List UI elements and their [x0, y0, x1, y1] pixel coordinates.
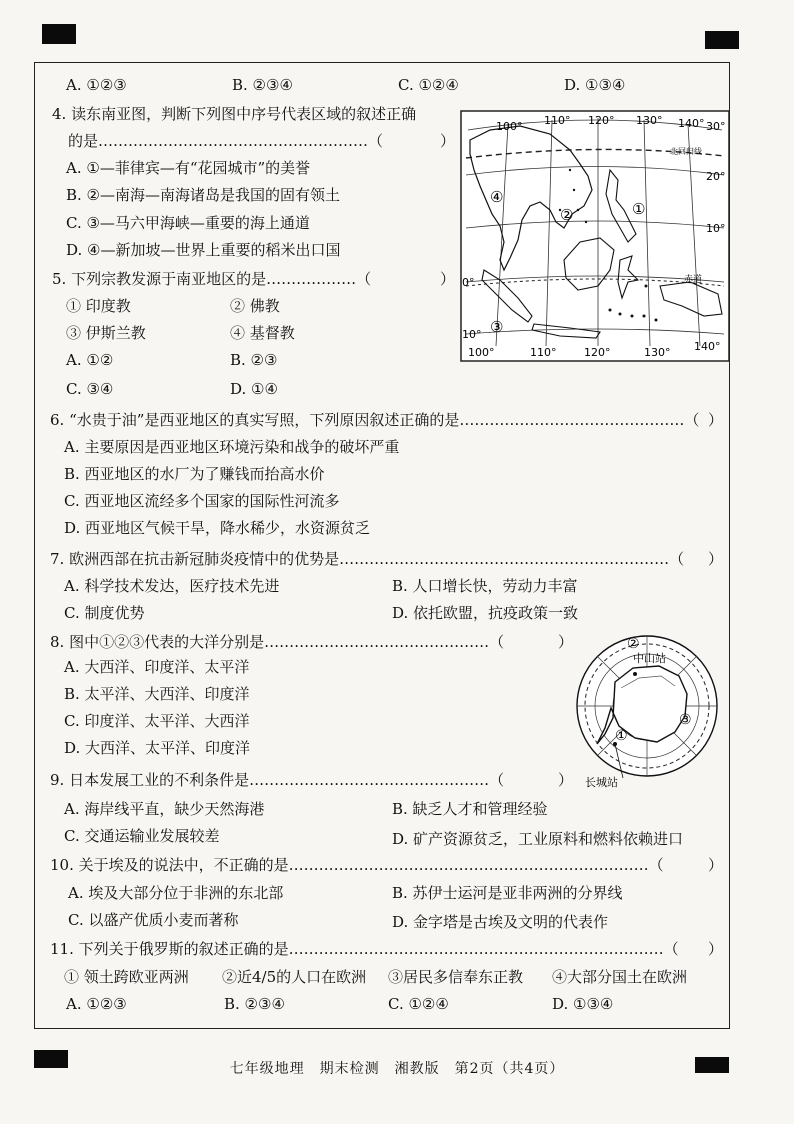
q9-option-b[interactable]: B. 缺乏人才和管理经验	[392, 800, 548, 818]
q11-option-d[interactable]: D. ①③④	[552, 995, 614, 1013]
q10-answer-close: ）	[708, 856, 724, 874]
map1-bottom-lon-4: 130°	[644, 346, 671, 359]
q5-answer-close: ）	[440, 270, 456, 288]
map1-lat-4: 0°	[462, 276, 475, 289]
q11-item-4: ④大部分国土在欧洲	[552, 968, 688, 986]
map1-bottom-lon-1: 100°	[468, 346, 495, 359]
map1-lat-2: 20°	[706, 170, 726, 183]
page-footer: 七年级地理 期末检测 湘教版 第2页（共4页）	[229, 1061, 565, 1077]
q10-option-b[interactable]: B. 苏伊士运河是亚非两洲的分界线	[392, 884, 623, 902]
q11-item-3: ③居民多信奉东正教	[388, 968, 524, 986]
q3-option-d[interactable]: D. ①③④	[564, 76, 626, 94]
q11-answer-close: ）	[708, 940, 724, 958]
q11-option-b[interactable]: B. ②③④	[224, 995, 285, 1013]
q11-option-a[interactable]: A. ①②③	[66, 995, 127, 1013]
corner-mark-top-right	[705, 31, 739, 49]
q10-option-a[interactable]: A. 埃及大部分位于非洲的东北部	[68, 884, 284, 902]
q7-option-b[interactable]: B. 人口增长快，劳动力丰富	[392, 577, 578, 595]
q8-option-c[interactable]: C. 印度洋、太平洋、大西洋	[64, 712, 250, 730]
map1-marker-3: ③	[490, 318, 504, 336]
q9-option-a[interactable]: A. 海岸线平直，缺少天然海港	[64, 800, 265, 818]
map1-top-lon-5: 140°	[678, 117, 705, 130]
q11-item-2: ②近4/5的人口在欧洲	[222, 968, 367, 986]
q4-stem-cont: 的是………………………………………………（	[68, 132, 384, 150]
q8-answer-close: ）	[558, 633, 574, 651]
map1-equator-label: 赤道	[684, 275, 703, 285]
q5-item-3: ③ 伊斯兰教	[66, 324, 146, 342]
q9-option-d[interactable]: D. 矿产资源贫乏，工业原料和燃料依赖进口	[392, 830, 684, 848]
q3-option-c[interactable]: C. ①②④	[398, 76, 459, 94]
map2-marker-3: ③	[679, 712, 692, 728]
southeast-asia-map	[460, 110, 730, 362]
q7-stem: 7. 欧洲西部在抗击新冠肺炎疫情中的优势是…………………………………………………………（	[50, 550, 685, 568]
map1-lat-3: 10°	[706, 222, 726, 235]
q6-option-d[interactable]: D. 西亚地区气候干旱，降水稀少，水资源贫乏	[64, 519, 371, 537]
map1-lat-1: 30°	[706, 120, 726, 133]
q6-option-a[interactable]: A. 主要原因是西亚地区环境污染和战争的破坏严重	[64, 438, 400, 456]
map1-top-lon-2: 110°	[544, 114, 571, 127]
map1-top-lon-4: 130°	[636, 114, 663, 127]
q7-option-d[interactable]: D. 依托欧盟，抗疫政策一致	[392, 604, 579, 622]
map1-top-lon-1: 100°	[496, 120, 523, 133]
map1-top-lon-3: 120°	[588, 114, 615, 127]
map1-bottom-lon-5: 140°	[694, 340, 721, 353]
q5-stem: 5. 下列宗教发源于南亚地区的是………………（	[52, 270, 372, 288]
map2-marker-1: ①	[615, 728, 628, 744]
q6-answer-close: ）	[708, 411, 724, 429]
q10-stem: 10. 关于埃及的说法中，不正确的是………………………………………………………………（	[50, 856, 664, 874]
q9-answer-close: ）	[558, 771, 574, 789]
antarctica-map	[575, 632, 725, 792]
q5-option-d[interactable]: D. ①④	[230, 380, 278, 398]
q4-option-b[interactable]: B. ②—南海—南海诸岛是我国的固有领土	[66, 186, 341, 204]
q8-stem: 8. 图中①②③代表的大洋分别是………………………………………（	[50, 633, 505, 651]
q5-item-4: ④ 基督教	[230, 324, 295, 342]
q11-item-1: ① 领土跨欧亚两洲	[64, 968, 189, 986]
q5-option-c[interactable]: C. ③④	[66, 380, 114, 398]
map1-marker-2: ②	[560, 206, 574, 224]
q8-option-b[interactable]: B. 太平洋、大西洋、印度洋	[64, 685, 250, 703]
q4-option-c[interactable]: C. ③—马六甲海峡—重要的海上通道	[66, 214, 310, 232]
q11-option-c[interactable]: C. ①②④	[388, 995, 449, 1013]
map1-marker-1: ①	[632, 200, 646, 218]
q10-option-d[interactable]: D. 金字塔是古埃及文明的代表作	[392, 913, 609, 931]
q3-option-b[interactable]: B. ②③④	[232, 76, 293, 94]
map1-tropic-label: 北回归线	[670, 147, 702, 156]
q8-option-a[interactable]: A. 大西洋、印度洋、太平洋	[64, 658, 250, 676]
map1-bottom-lon-3: 120°	[584, 346, 611, 359]
q6-option-c[interactable]: C. 西亚地区流经多个国家的国际性河流多	[64, 492, 340, 510]
map2-station-zhongshan: 中山站	[633, 652, 666, 665]
q9-stem: 9. 日本发展工业的不利条件是…………………………………………（	[50, 771, 505, 789]
q9-option-c[interactable]: C. 交通运输业发展较差	[64, 827, 220, 845]
q7-option-a[interactable]: A. 科学技术发达，医疗技术先进	[64, 577, 280, 595]
q8-option-d[interactable]: D. 大西洋、太平洋、印度洋	[64, 739, 251, 757]
map1-lat-5: 10°	[462, 328, 482, 341]
q3-option-a[interactable]: A. ①②③	[66, 76, 127, 94]
q4-stem: 4. 读东南亚图，判断下列图中序号代表区域的叙述正确	[52, 105, 417, 123]
q10-option-c[interactable]: C. 以盛产优质小麦而著称	[68, 911, 239, 929]
q6-option-b[interactable]: B. 西亚地区的水厂为了赚钱而抬高水价	[64, 465, 325, 483]
q7-answer-close: ）	[708, 550, 724, 568]
q4-option-d[interactable]: D. ④—新加坡—世界上重要的稻米出口国	[66, 241, 341, 259]
corner-mark-top-left	[42, 24, 76, 44]
q6-stem: 6. “水贵于油”是西亚地区的真实写照，下列原因叙述正确的是………………………………………（	[50, 411, 700, 429]
map1-bottom-lon-2: 110°	[530, 346, 557, 359]
q5-item-2: ② 佛教	[230, 297, 280, 315]
q7-option-c[interactable]: C. 制度优势	[64, 604, 145, 622]
q4-option-a[interactable]: A. ①—菲律宾—有“花园城市”的美誉	[66, 159, 311, 177]
q5-option-b[interactable]: B. ②③	[230, 351, 278, 369]
map2-marker-2: ②	[627, 636, 640, 652]
q4-answer-close: ）	[440, 132, 456, 150]
q5-item-1: ① 印度教	[66, 297, 131, 315]
q11-stem: 11. 下列关于俄罗斯的叙述正确的是…………………………………………………………………（	[50, 940, 679, 958]
q5-option-a[interactable]: A. ①②	[66, 351, 114, 369]
map2-station-changcheng: 长城站	[585, 776, 618, 789]
map1-marker-4: ④	[490, 188, 504, 206]
